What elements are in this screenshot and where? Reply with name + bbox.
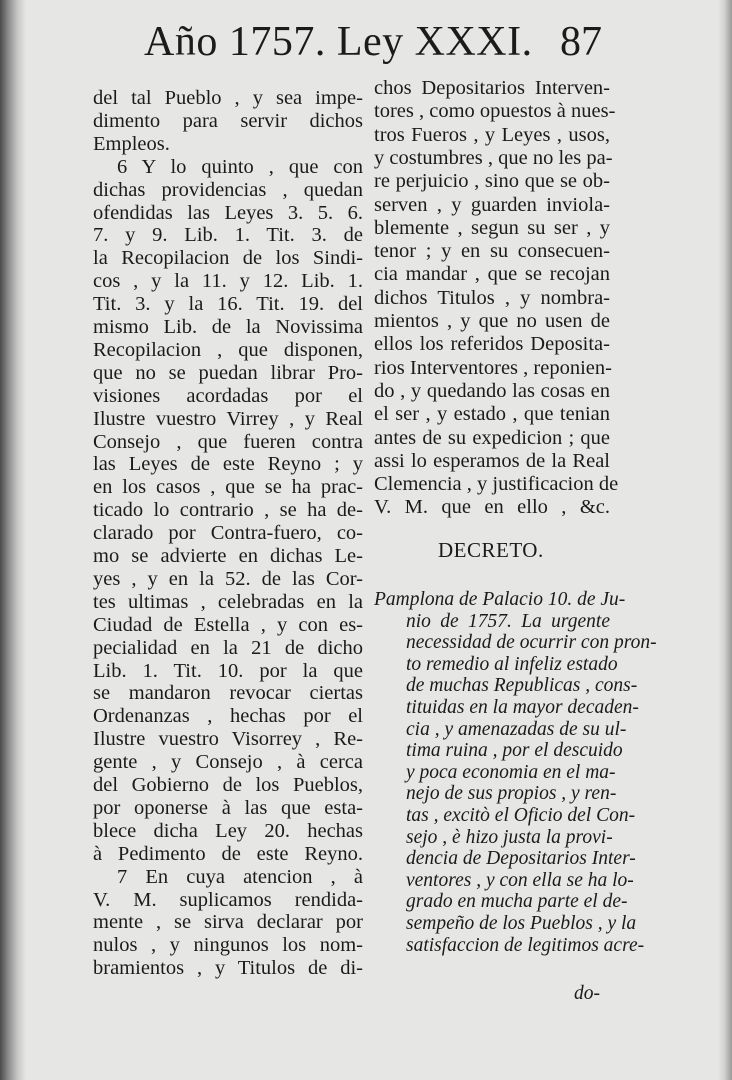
- text-line: cia mandar , que se recojan: [374, 263, 610, 286]
- text-line: satisfaccion de legitimos acre-: [406, 934, 645, 956]
- text-line: Ordenanzas , hechas por el: [93, 705, 363, 728]
- text-line: Recopilacion , que disponen,: [93, 338, 363, 361]
- text-line: mismo Lib. de la Novissima: [93, 316, 363, 338]
- text-line: ticado lo contrario , se ha de-: [93, 499, 363, 522]
- text-line: pecialidad en la 21 de dicho: [93, 636, 363, 659]
- text-line: por oponerse à las que esta-: [93, 796, 363, 819]
- text-line: tenor ; y en su consecuen-: [374, 240, 610, 263]
- header-title: Año 1757. Ley XXXI.: [144, 19, 533, 65]
- text-line: nulos , y ningunos los nom-: [93, 934, 363, 957]
- text-line: cos , y la 11. y 12. Lib. 1.: [93, 270, 363, 293]
- text-line: dichas providencias , quedan: [93, 178, 363, 201]
- text-line: mente , se sirva declarar por: [93, 911, 363, 934]
- text-line: grado en mucha parte el de-: [406, 891, 628, 913]
- text-line: 7. y 9. Lib. 1. Tit. 3. de: [93, 224, 363, 247]
- text-line: ofendidas las Leyes 3. 5. 6.: [93, 201, 363, 224]
- text-line: serven , y guarden inviola-: [374, 193, 610, 216]
- text-line: re perjuicio , sino que se ob-: [374, 170, 610, 193]
- text-line: Ciudad de Estella , y con es-: [93, 613, 363, 636]
- text-line: y poca economia en el ma-: [406, 761, 616, 783]
- text-line: Empleos.: [93, 132, 170, 155]
- text-line: Ilustre vuestro Virrey , y Real: [93, 407, 363, 430]
- text-line: del tal Pueblo , y sea impe-: [93, 87, 363, 109]
- text-line: Clemencia , y justificacion de: [374, 473, 619, 496]
- text-line: cia , y amenazadas de su ul-: [406, 718, 627, 740]
- text-line: sempeño de los Pueblos , y la: [406, 913, 637, 934]
- text-line: 7 En cuya atencion , à: [117, 865, 363, 888]
- decree-heading: DECRETO.: [438, 538, 544, 562]
- text-line: 6 Y lo quinto , que con: [117, 155, 363, 178]
- page-edge-shadow: [718, 0, 732, 1080]
- text-line: bramientos , y Titulos de di-: [93, 957, 363, 980]
- text-line: se mandaron revocar ciertas: [93, 682, 363, 705]
- text-line: Lib. 1. Tit. 10. por la que: [93, 659, 363, 682]
- text-line: V. M. suplicamos rendida-: [93, 888, 363, 911]
- text-line: que no se puedan librar Pro-: [93, 361, 363, 384]
- text-line: ellos los referidos Deposita-: [374, 333, 610, 356]
- text-line: Pamplona de Palacio 10. de Ju-: [374, 589, 626, 610]
- text-line: en los casos , que se ha prac-: [93, 476, 363, 499]
- text-line: de muchas Republicas , cons-: [406, 675, 638, 697]
- text-line: to remedio al infeliz estado: [406, 653, 618, 675]
- text-line: antes de su expedicion ; que: [374, 426, 610, 449]
- text-line: rios Interventores , reponien-: [374, 356, 612, 379]
- text-line: à Pedimento de este Reyno.: [93, 842, 363, 865]
- text-line: y costumbres , que no les pa-: [374, 146, 613, 169]
- text-line: Consejo , que fueren contra: [93, 430, 363, 453]
- catchword: do-: [574, 983, 600, 1004]
- text-line: yes , y en la 52. de las Cor-: [93, 567, 363, 590]
- text-line: mo se advierte en dichas Le-: [93, 545, 363, 567]
- text-line: assi lo esperamos de la Real: [374, 449, 610, 472]
- text-line: Tit. 3. y la 16. Tit. 19. del: [93, 293, 363, 316]
- text-line: dimento para servir dichos: [93, 109, 363, 132]
- text-line: tores , como opuestos à nues-: [374, 100, 616, 123]
- text-line: tituidas en la mayor decaden-: [406, 697, 639, 718]
- text-line: visiones acordadas por el: [93, 384, 363, 407]
- text-line: tros Fueros , y Leyes , usos,: [374, 123, 610, 146]
- text-line: blemente , segun su ser , y: [374, 216, 610, 239]
- text-line: ventores , y con ella se ha lo-: [406, 869, 634, 891]
- text-line: chos Depositarios Interven-: [374, 77, 610, 99]
- text-line: necessidad de ocurrir con pron-: [406, 632, 657, 654]
- text-line: nejo de sus propios , y ren-: [406, 783, 617, 805]
- text-line: V. M. que en ello , &c.: [374, 496, 610, 519]
- text-line: Ilustre vuestro Visorrey , Re-: [93, 728, 363, 751]
- text-line: las Leyes de este Reyno ; y: [93, 453, 363, 476]
- text-line: dencia de Depositarios Inter-: [406, 848, 636, 870]
- text-line: el ser , y estado , que tenian: [374, 403, 610, 426]
- text-line: sejo , è hizo justa la provi-: [406, 826, 613, 848]
- page-gutter-shadow: [0, 0, 26, 1080]
- text-line: mientos , y que no usen de: [374, 310, 610, 332]
- text-line: blece dicha Ley 20. hechas: [93, 819, 363, 842]
- text-line: nio de 1757. La urgente: [406, 610, 610, 632]
- page-number: 87: [560, 19, 602, 65]
- text-line: clarado por Contra-fuero, co-: [93, 522, 363, 545]
- text-line: tima ruina , por el descuido: [406, 740, 623, 762]
- text-line: dichos Titulos , y nombra-: [374, 286, 610, 309]
- text-line: gente , y Consejo , à cerca: [93, 751, 363, 774]
- text-line: tes ultimas , celebradas en la: [93, 590, 363, 613]
- text-line: del Gobierno de los Pueblos,: [93, 774, 363, 796]
- running-header: [140, 18, 620, 74]
- text-line: do , y quedando las cosas en: [374, 379, 610, 402]
- text-line: la Recopilacion de los Sindi-: [93, 247, 363, 270]
- text-line: tas , excitò el Oficio del Con-: [406, 805, 636, 826]
